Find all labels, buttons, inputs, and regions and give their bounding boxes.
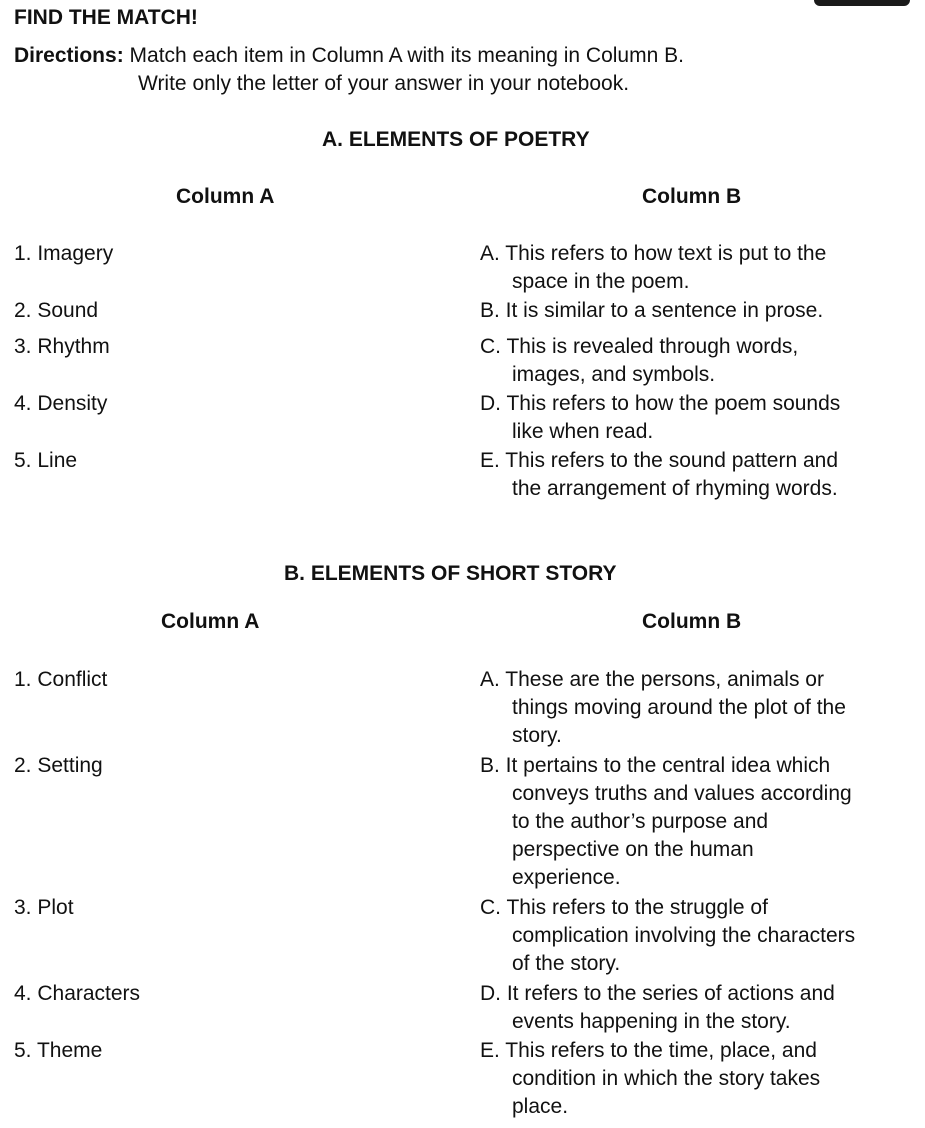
- meaning-line: space in the poem.: [512, 270, 690, 293]
- directions-line-1: Match each item in Column A with its meaning in Column B.: [129, 44, 684, 67]
- meaning-line: of the story.: [512, 952, 621, 975]
- section-b-column-a-header: Column A: [161, 610, 260, 633]
- meaning-line: B. It is similar to a sentence in prose.: [480, 299, 824, 322]
- section-b-item-3: 3. Plot: [14, 896, 74, 919]
- section-a-item-4: 4. Density: [14, 392, 108, 415]
- section-b-item-4: 4. Characters: [14, 982, 141, 1005]
- section-b-meaning-a: [480, 666, 846, 750]
- section-a-item-1: 1. Imagery: [14, 242, 114, 265]
- section-a-meaning-c: [480, 333, 798, 389]
- meaning-line: complication involving the characters: [512, 924, 856, 947]
- section-a-item-5: 5. Line: [14, 449, 78, 472]
- section-a-heading: A. ELEMENTS OF POETRY: [322, 128, 590, 151]
- directions-label: Directions:: [14, 44, 124, 67]
- meaning-line: events happening in the story.: [512, 1010, 791, 1033]
- meaning-line: A. This refers to how text is put to the: [480, 242, 827, 265]
- meaning-line: like when read.: [512, 420, 654, 443]
- meaning-line: place.: [512, 1095, 569, 1118]
- scan-smudge: [814, 0, 910, 6]
- directions: [14, 42, 684, 70]
- section-a-meaning-a: [480, 240, 826, 296]
- meaning-line: C. This refers to the struggle of: [480, 896, 768, 919]
- section-a-meaning-d: [480, 390, 840, 446]
- meaning-line: things moving around the plot of the: [512, 696, 846, 719]
- section-b-item-5: 5. Theme: [14, 1039, 103, 1062]
- page-title: FIND THE MATCH!: [14, 6, 198, 29]
- section-a-item-3: 3. Rhythm: [14, 335, 110, 358]
- section-a-column-a-header: Column A: [176, 185, 275, 208]
- meaning-line: the arrangement of rhyming words.: [512, 477, 838, 500]
- section-b-meaning-c: [480, 894, 855, 978]
- section-a-item-2: 2. Sound: [14, 299, 99, 322]
- meaning-line: images, and symbols.: [512, 363, 716, 386]
- section-b-column-b-header: Column B: [642, 610, 742, 633]
- meaning-line: story.: [512, 724, 562, 747]
- meaning-line: C. This is revealed through words,: [480, 335, 799, 358]
- section-b-item-1: 1. Conflict: [14, 668, 108, 691]
- section-b-heading: B. ELEMENTS OF SHORT STORY: [284, 562, 617, 585]
- meaning-line: D. This refers to how the poem sounds: [480, 392, 841, 415]
- directions-line-2: Write only the letter of your answer in your notebook.: [138, 72, 630, 95]
- meaning-line: E. This refers to the time, place, and: [480, 1039, 817, 1062]
- meaning-line: perspective on the human: [512, 838, 754, 861]
- meaning-line: condition in which the story takes: [512, 1067, 821, 1090]
- section-b-meaning-d: [480, 980, 835, 1036]
- meaning-line: D. It refers to the series of actions and: [480, 982, 835, 1005]
- section-b-item-2: 2. Setting: [14, 754, 103, 777]
- meaning-line: to the author’s purpose and: [512, 810, 769, 833]
- section-a-meaning-b: [480, 297, 823, 325]
- section-a-meaning-e: [480, 447, 838, 503]
- meaning-line: experience.: [512, 866, 621, 889]
- meaning-line: E. This refers to the sound pattern and: [480, 449, 838, 472]
- section-b-meaning-b: [480, 752, 852, 892]
- section-b-meaning-e: [480, 1037, 820, 1121]
- section-a-column-b-header: Column B: [642, 185, 742, 208]
- meaning-line: conveys truths and values according: [512, 782, 852, 805]
- meaning-line: B. It pertains to the central idea which: [480, 754, 831, 777]
- meaning-line: A. These are the persons, animals or: [480, 668, 824, 691]
